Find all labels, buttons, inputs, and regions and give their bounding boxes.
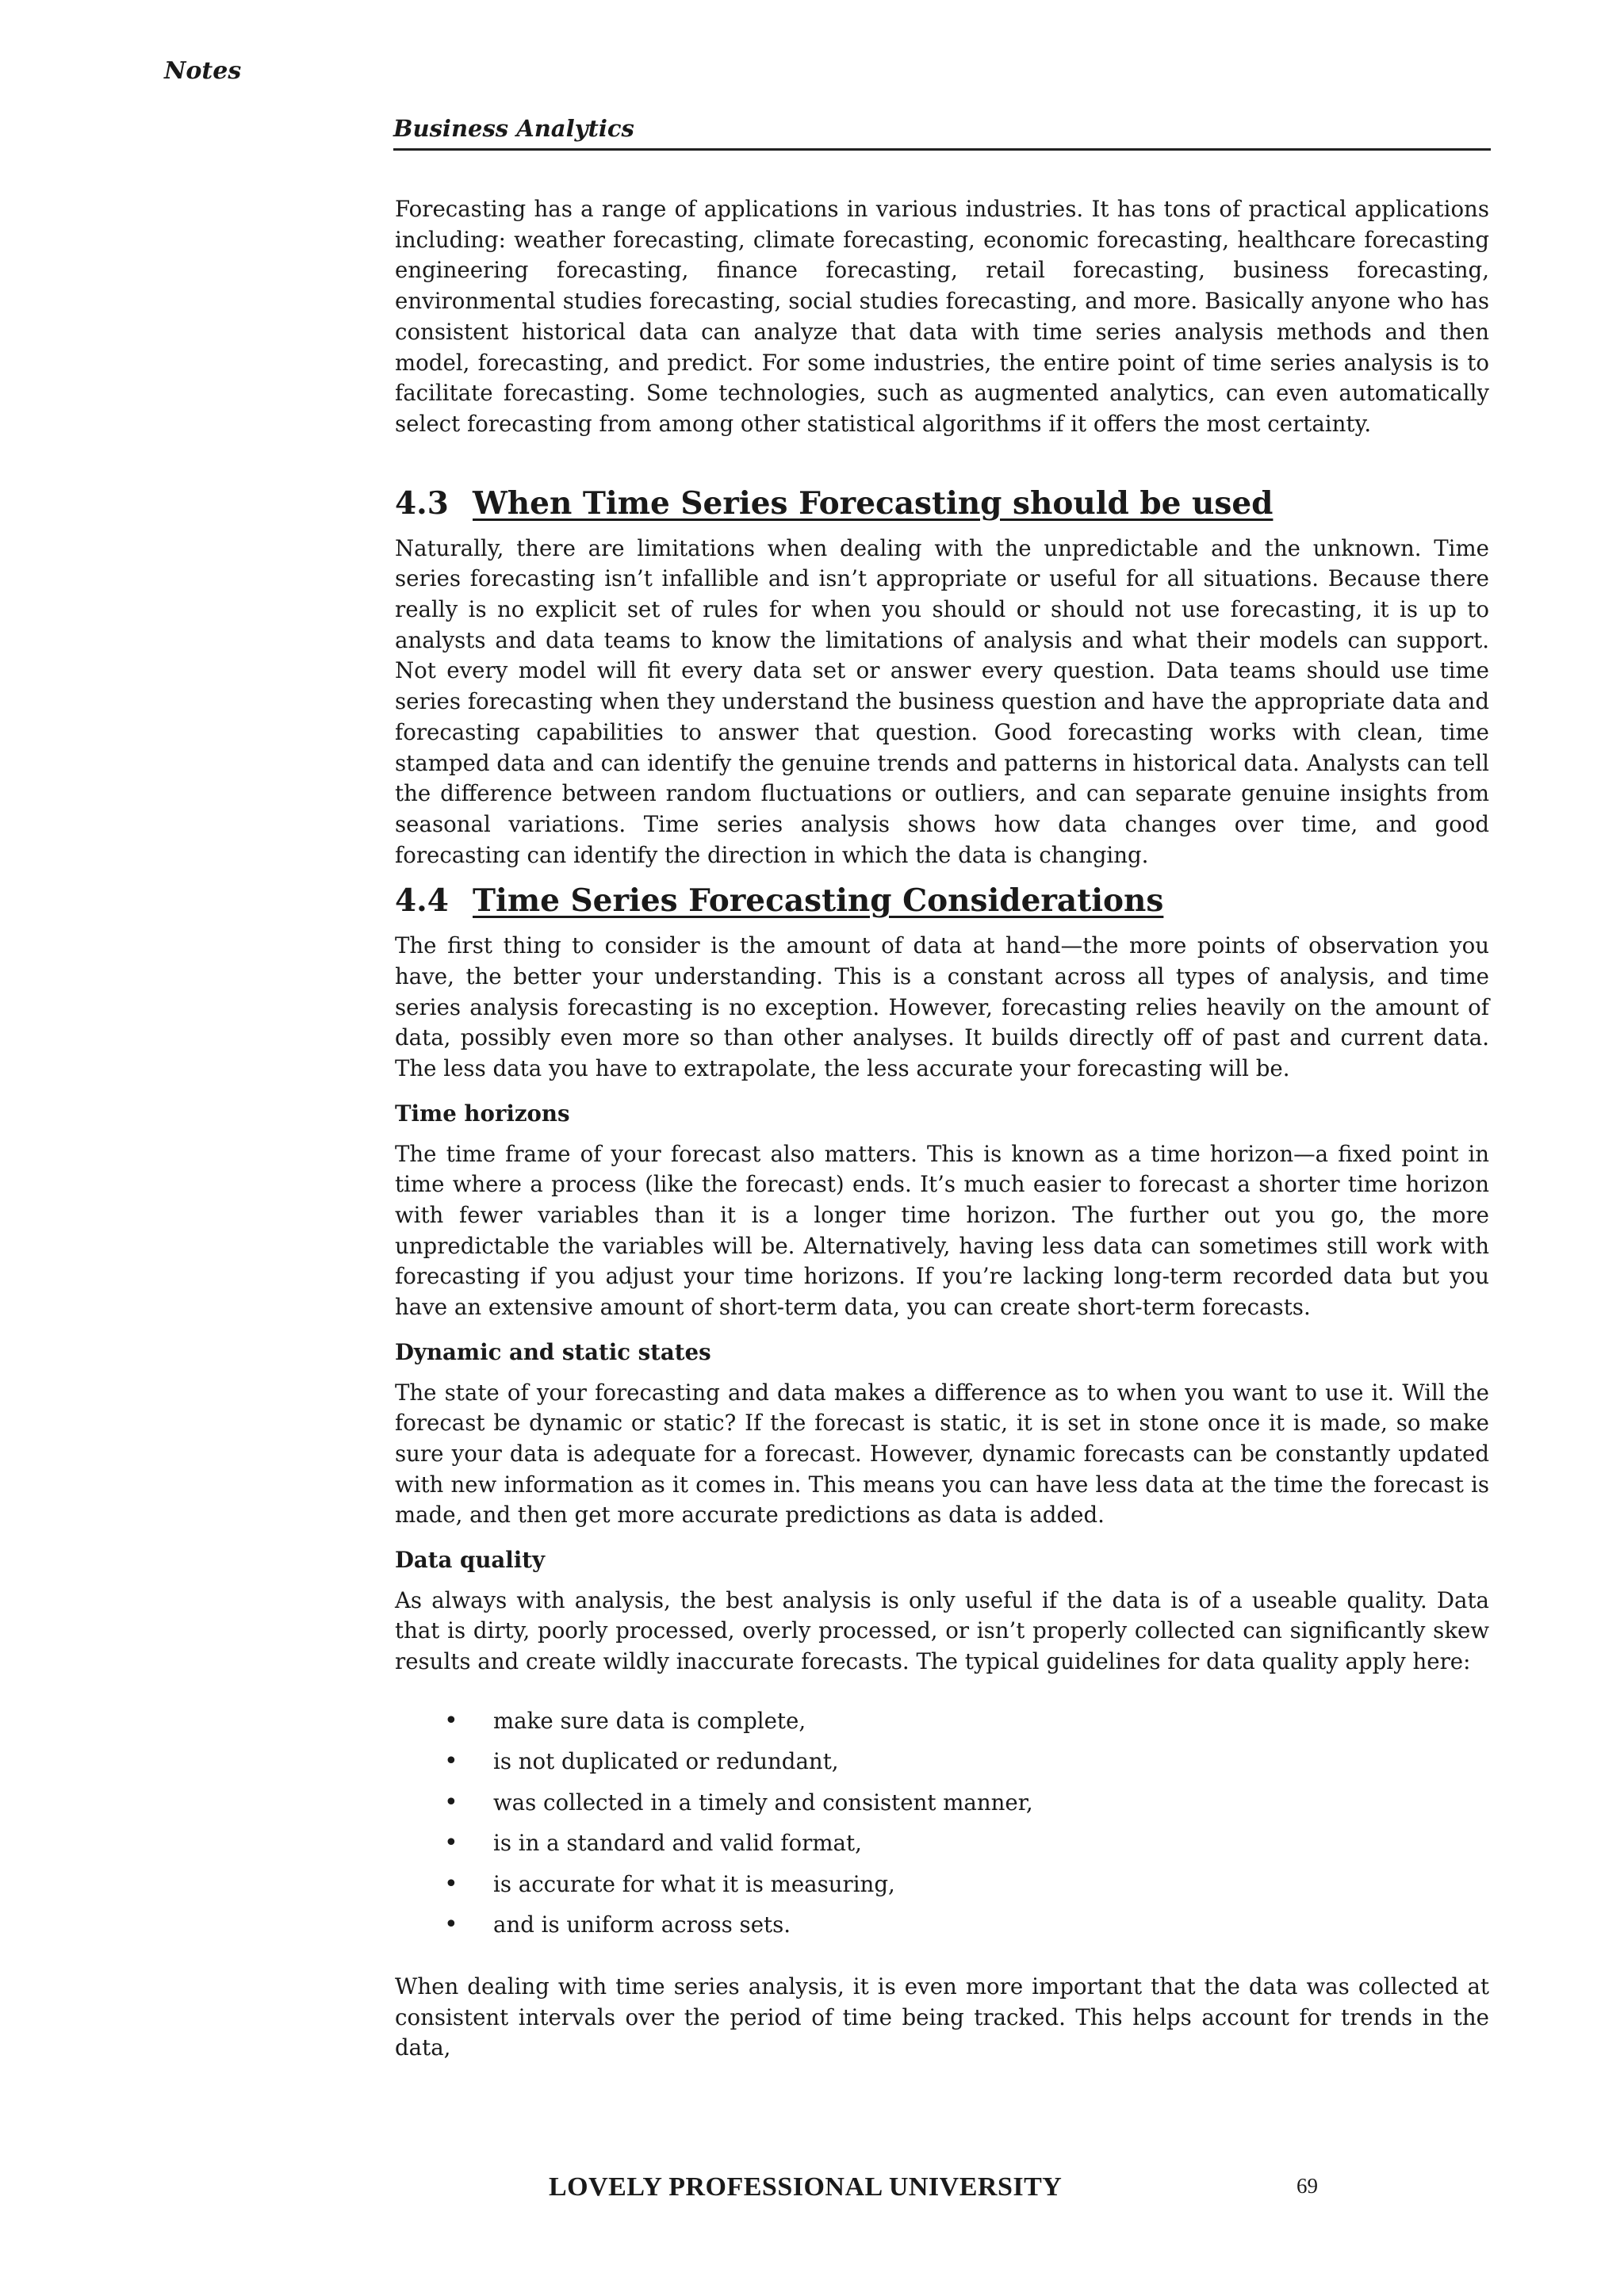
list-item [395,1869,1489,1911]
bullet-dot-icon: • [444,1869,458,1898]
list-item [395,1747,1489,1788]
section-4-3-paragraph: Naturally, there are limitations when dealing with the unpredictable and the unknown. Time series forecasting isn’t infallible and isn’t appropriate or useful for all situations. Because there really is no explicit set of rules for when you should or should not use forecasting, it is up to analysts and data teams to know the limitations of analysis and what their models can support. Not every model will fit every data set or answer every question. Data teams should use time series forecasting when they understand the business question and have the appropriate data and forecasting capabilities to answer that question. Good forecasting works with clean, time stamped data and can identify the genuine trends and patterns in historical data. Analysts can tell the difference between random fluctuations or outliers, and can separate genuine insights from seasonal variations. Time series analysis shows how data changes over time, and good forecasting can identify the direction in which the data is changing. [395,534,1489,868]
subheading-time-horizons: Time horizons [395,1100,570,1127]
bullet-dot-icon: • [444,1706,458,1735]
list-item-text: is accurate for what it is measuring, [493,1870,895,1897]
data-quality-bullet-list [395,1706,1489,1951]
list-item-text: make sure data is complete, [493,1707,806,1734]
section-title: When Time Series Forecasting should be used [473,484,1274,522]
section-4-4-paragraph: The first thing to consider is the amount of data at hand—the more points of observation you have, the better your understanding. This is a constant across all types of analysis, and time series analysis forecasting is no exception. However, forecasting relies heavily on the amount of data, possibly even more so than other analyses. It builds directly off of past and current data. The less data you have to extrapolate, the less accurate your forecasting will be. [395,932,1489,1082]
bullet-dot-icon: • [444,1747,458,1776]
time-horizons-paragraph: The time frame of your forecast also matters. This is known as a time horizon—a fixed point in time where a process (like the forecast) ends. It’s much easier to forecast a shorter time horizon with fewer variables than it is a longer time horizon. The further out you go, the more unpredictable the variables will be. Alternatively, having less data can sometimes still work with forecasting if you adjust your time horizons. If you’re lacking long-term recorded data but you have an extensive amount of short-term data, you can create short-term forecasts. [395,1140,1489,1321]
bullet-dot-icon: • [444,1788,458,1816]
closing-paragraph: When dealing with time series analysis, it is even more important that the data was collected at consistent intervals over the period of time being tracked. This helps account for trends in the data, [395,1973,1489,2061]
page-body [395,194,1489,2064]
list-item [395,1910,1489,1951]
list-item [395,1788,1489,1829]
data-quality-paragraph: As always with analysis, the best analysis is only useful if the data is of a useable quality. Data that is dirty, poorly processed, overly processed, or isn’t properly collected can significantly skew results and create wildly inaccurate forecasts. The typical guidelines for data quality apply here: [395,1586,1489,1675]
list-item-text: and is uniform across sets. [493,1911,791,1938]
bullet-dot-icon: • [444,1911,458,1939]
list-item-text: is in a standard and valid format, [493,1830,862,1857]
section-title: Time Series Forecasting Considerations [473,882,1164,920]
footer-university-name: LOVELY PROFESSIONAL UNIVERSITY [549,2172,1063,2202]
running-header-title: Business Analytics [393,115,1491,151]
section-4-3-heading [395,484,1489,522]
list-item-text: is not duplicated or redundant, [493,1748,839,1775]
subheading-dynamic-static: Dynamic and static states [395,1338,711,1365]
margin-notes-label: Notes [164,57,242,85]
bullet-dot-icon: • [444,1829,458,1858]
dynamic-static-paragraph: The state of your forecasting and data makes a difference as to when you want to use it. Will the forecast be dynamic or static? If the forecast is static, it is set in stone once it is made, so make sure your data is adequate for a forecast. However, dynamic forecasts can be constantly updated with new information as it comes in. This means you can have less data at the time the forecast is made, and then get more accurate predictions as data is added. [395,1379,1489,1529]
footer-page-number: 69 [1297,2174,1318,2198]
list-item [395,1706,1489,1747]
section-number: 4.4 [395,882,449,920]
subheading-data-quality: Data quality [395,1547,546,1574]
list-item [395,1828,1489,1869]
section-4-4-heading [395,882,1489,920]
section-number: 4.3 [395,484,449,522]
list-item-text: was collected in a timely and consistent manner, [493,1789,1033,1816]
intro-paragraph: Forecasting has a range of applications in various industries. It has tons of practical applications including: weather forecasting, climate forecasting, economic forecasting, healthcare forecasting engineering forecasting, finance forecasting, retail forecasting, business forecasting, environmental studies forecasting, social studies forecasting, and more. Basically anyone who has consistent historical data can analyze that data with time series analysis methods and then model, forecasting, and predict. For some industries, the entire point of time series analysis is to facilitate forecasting. Some technologies, such as augmented analytics, can even automatically select forecasting from among other statistical algorithms if it offers the most certainty. [395,196,1489,437]
